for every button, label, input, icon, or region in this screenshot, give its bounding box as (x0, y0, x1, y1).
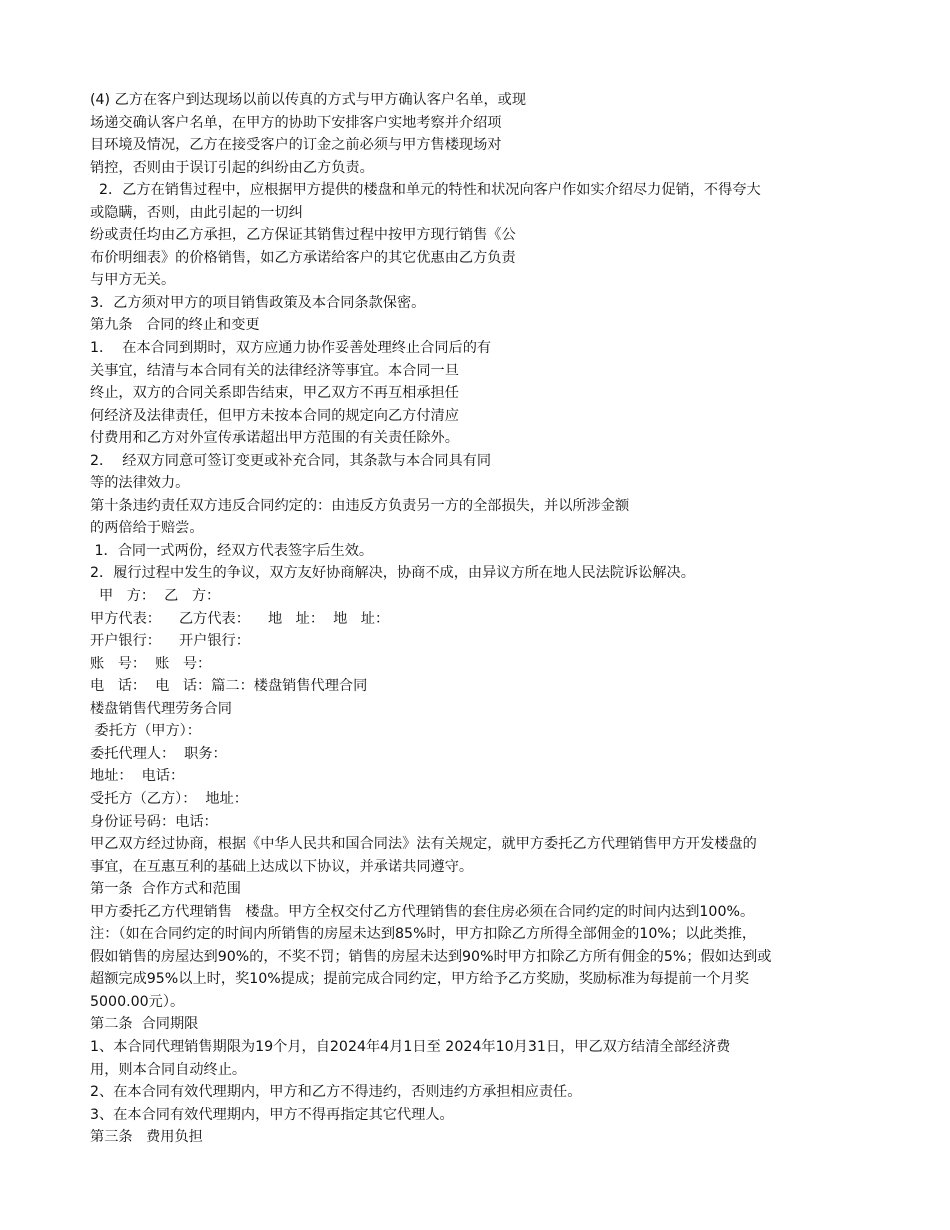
text-line: 或隐瞒，否则，由此引起的一切纠 (90, 204, 303, 221)
text-line: 第十条违约责任双方违反合同约定的：由违反方负责另一方的全部损失，并以所涉金额 (90, 497, 630, 514)
text-line: 用，则本合同自动终止。 (90, 1061, 247, 1078)
document-body (90, 89, 870, 1149)
text-line: 纷或责任均由乙方承担，乙方保证其销售过程中按甲方现行销售《公 (90, 227, 516, 244)
text-line: 关事宜，结清与本合同有关的法律经济等事宜。本合同一旦 (90, 362, 459, 379)
text-line: 3、在本合同有效代理期内，甲方不得再指定其它代理人。 (90, 1106, 454, 1123)
text-line: 2．履行过程中发生的争议，双方友好协商解决，协商不成，由异议方所在地人民法院诉讼解决。 (90, 565, 695, 582)
text-line: 账 号： 账 号： (90, 655, 212, 672)
text-line: 2． 经双方同意可签订变更或补充合同，其条款与本合同具有同 (90, 452, 492, 469)
text-line: 2、在本合同有效代理期内，甲方和乙方不得违约，否则违约方承担相应责任。 (90, 1084, 582, 1101)
text-line: 目环境及情况，乙方在接受客户的订金之前必须与甲方售楼现场对 (90, 137, 502, 154)
text-line: 第一条 合作方式和范围 (90, 881, 241, 898)
text-line: 销控，否则由于误订引起的纠纷由乙方负责。 (90, 159, 374, 176)
text-line: 身份证号码：电话： (90, 813, 218, 830)
text-line: 1． 在本合同到期时，双方应通力协作妥善处理终止合同后的有 (90, 340, 492, 357)
text-line: 超额完成95%以上时，奖10%提成；提前完成合同约定，甲方给予乙方奖励，奖励标准为每提前一个月奖 (90, 971, 749, 988)
text-line: 场递交确认客户名单，在甲方的协助下安排客户实地考察并介绍项 (90, 114, 502, 131)
text-line: 地址： 电话： (90, 768, 185, 785)
text-line: 第三条 费用负担 (90, 1129, 203, 1146)
text-line: 的两倍给于赔尝。 (90, 520, 204, 537)
text-line: 甲乙双方经过协商，根据《中华人民共和国合同法》法有关规定，就甲方委托乙方代理销售甲方开发楼盘的 (90, 836, 757, 853)
text-line: 假如销售的房屋达到90%的，不奖不罚；销售的房屋未达到90%时甲方扣除乙方所有佣金的5%；假如达到或 (90, 948, 772, 965)
text-line: 第二条 合同期限 (90, 1016, 199, 1033)
text-line: 第九条 合同的终止和变更 (90, 317, 260, 334)
text-line: 何经济及法律责任，但甲方未按本合同的规定向乙方付清应 (90, 407, 459, 424)
text-line: (4) 乙方在客户到达现场以前以传真的方式与甲方确认客户名单，或现 (90, 92, 527, 108)
text-line: 开户银行： 开户银行： (90, 633, 250, 650)
text-line: 电 话： 电 话：篇二：楼盘销售代理合同 (90, 678, 368, 695)
text-line: 委托方（甲方）： (90, 723, 201, 740)
text-line: 委托代理人： 职务： (90, 745, 227, 762)
text-line: 终止，双方的合同关系即告结束，甲乙双方不再互相承担任 (90, 385, 459, 402)
text-line: 楼盘销售代理劳务合同 (90, 700, 232, 717)
text-line: 甲方委托乙方代理销售 楼盘。甲方全权交付乙方代理销售的套住房必须在合同约定的时间内达到100%。 (90, 903, 755, 920)
text-line: 1．合同一式两份，经双方代表签字后生效。 (90, 542, 374, 559)
text-line: 与甲方无关。 (90, 272, 176, 289)
text-line: 布价明细表》的价格销售，如乙方承诺给客户的其它优惠由乙方负责 (90, 249, 516, 266)
text-line: 甲方代表： 乙方代表： 地 址： 地 址： (90, 610, 390, 627)
text-line: 1、本合同代理销售期限为19个月，自2024年4月1日至 2024年10月31日，甲乙双方结清全部经济费 (90, 1038, 731, 1055)
text-line: 2．乙方在销售过程中，应根据甲方提供的楼盘和单元的特性和状况向客户作如实介绍尽力促销，不得夸大 (90, 182, 761, 199)
text-line: 5000.00元）。 (90, 993, 185, 1010)
text-line: 3．乙方须对甲方的项目销售政策及本合同条款保密。 (90, 294, 426, 311)
text-line: 甲 方： 乙 方： (90, 588, 221, 605)
text-line: 等的法律效力。 (90, 475, 190, 492)
text-line: 事宜，在互惠互利的基础上达成以下协议，并承诺共同遵守。 (90, 858, 474, 875)
text-line: 注：（如在合同约定的时间内所销售的房屋未达到85%时，甲方扣除乙方所得全部佣金的10%；以此类推， (90, 926, 757, 943)
text-line: 付费用和乙方对外宣传承诺超出甲方范围的有关责任除外。 (90, 430, 459, 447)
text-line: 受托方（乙方）： 地址： (90, 790, 248, 807)
